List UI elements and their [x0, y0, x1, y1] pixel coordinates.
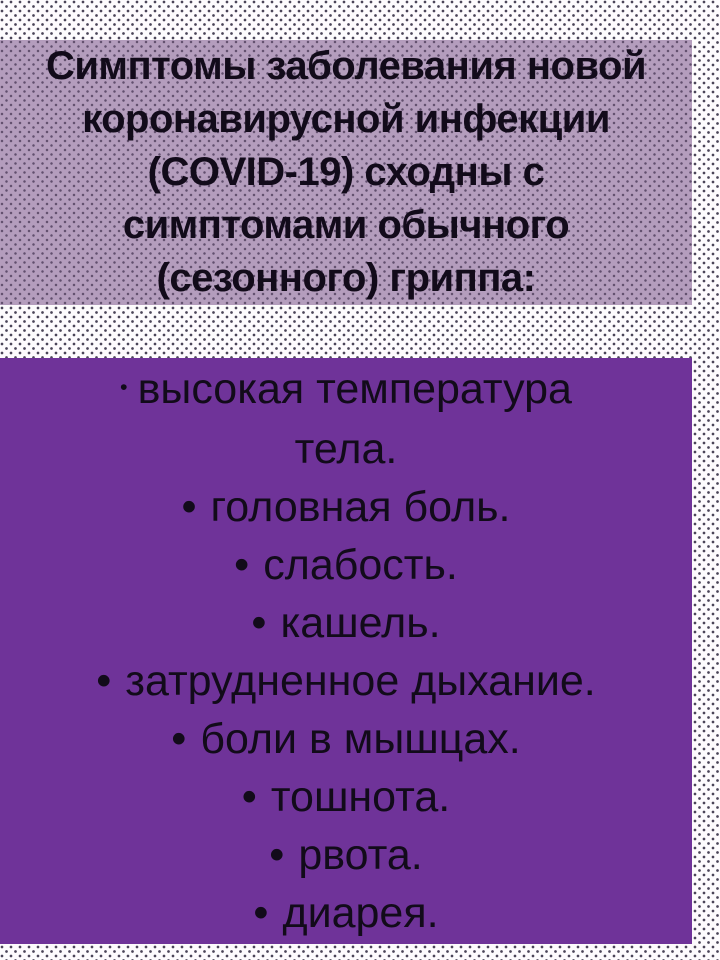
title-line-4: симптомами обычного: [122, 203, 570, 247]
bullet-icon: •: [269, 831, 285, 880]
list-item: [96, 652, 596, 710]
list-item: [295, 420, 398, 478]
title-line-5: (сезонного) гриппа:: [156, 256, 536, 300]
list-item: [242, 768, 450, 826]
list-item: [251, 594, 440, 652]
title-line-3: (COVID-19) сходны с: [147, 150, 545, 194]
symptoms-list-box: [0, 358, 692, 944]
list-item-text: боли в мышцах.: [200, 715, 521, 764]
slide-title-block: [0, 40, 692, 305]
list-item: [234, 536, 458, 594]
title-line-1: Симптомы заболевания новой: [45, 44, 647, 88]
list-item-text: слабость.: [263, 541, 458, 590]
list-item-text: затрудненное дыхание.: [125, 657, 596, 706]
bullet-icon: •: [120, 375, 128, 400]
list-item: [171, 710, 520, 768]
bullet-icon: •: [253, 889, 269, 938]
list-item-text: высокая температура: [137, 364, 572, 413]
list-item-text: головная боль.: [210, 483, 511, 532]
bullet-icon: •: [171, 715, 187, 764]
bullet-icon: •: [241, 773, 257, 822]
bullet-icon: •: [251, 599, 267, 648]
list-item-text: рвота.: [298, 831, 423, 880]
list-item-text: тошнота.: [270, 773, 451, 822]
list-item-text: диарея.: [282, 889, 439, 938]
list-item: [181, 478, 510, 536]
bullet-icon: •: [181, 483, 197, 532]
title-line-2: коронавирусной инфекции: [82, 97, 610, 141]
list-item: [120, 360, 572, 421]
list-item: [253, 884, 438, 942]
bullet-icon: •: [96, 657, 112, 706]
list-item-text: кашель.: [280, 599, 441, 648]
list-item: [269, 826, 422, 884]
list-item-text: тела.: [294, 425, 398, 474]
bullet-icon: •: [234, 541, 250, 590]
